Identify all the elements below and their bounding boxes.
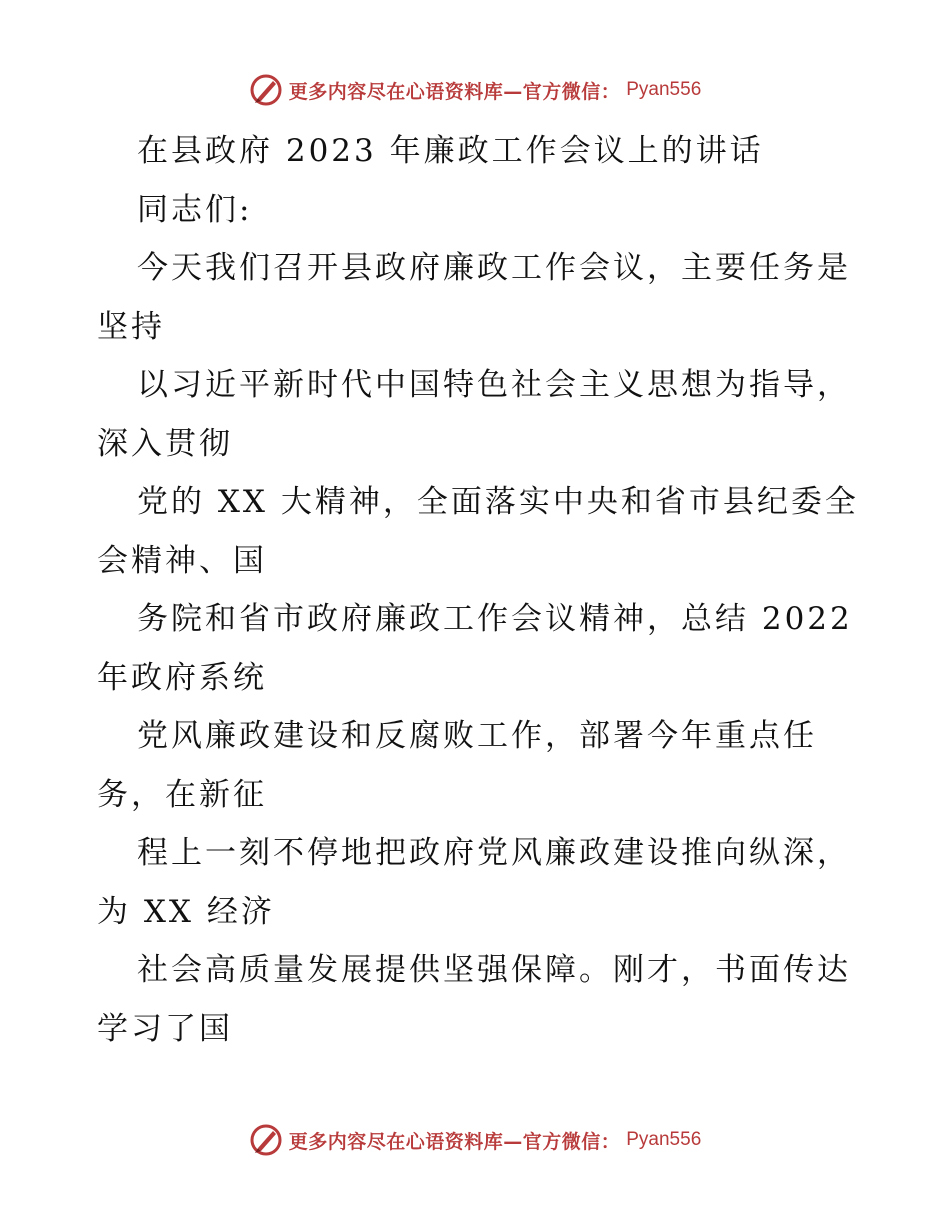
watermark-id: Pyan556: [626, 79, 702, 100]
paragraph-line: 务，在新征: [97, 776, 267, 813]
paragraph-line: 程上一刻不停地把政府党风廉政建设推向纵深，: [137, 835, 851, 871]
paragraph-line: 年政府系统: [97, 659, 267, 696]
paragraph-line: 同志们:: [137, 191, 253, 228]
document-title: 在县政府 2023 年廉政工作会议上的讲话: [137, 133, 764, 169]
paragraph-line: 为 XX 经济: [97, 893, 275, 930]
footer-watermark: [0, 1120, 950, 1160]
paragraph-line: 会精神、国: [97, 542, 267, 579]
paragraph-line: 党风廉政建设和反腐败工作，部署今年重点任: [137, 718, 817, 754]
paragraph-line: 坚持: [97, 308, 165, 345]
watermark-text: 更多内容尽在心语资料库—官方微信：: [288, 80, 621, 103]
paragraph-line: 社会高质量发展提供坚强保障。刚才，书面传达: [137, 952, 851, 988]
watermark-text: 更多内容尽在心语资料库—官方微信：: [288, 1130, 621, 1153]
document-body: [97, 122, 857, 1058]
paragraph-line: 深入贯彻: [97, 425, 233, 462]
watermark-id: Pyan556: [626, 1129, 702, 1150]
paragraph-line: 学习了国: [97, 1010, 233, 1047]
header-watermark: [0, 70, 950, 110]
paragraph-line: 党的 XX 大精神，全面落实中央和省市县纪委全: [137, 484, 859, 520]
paragraph-line: 今天我们召开县政府廉政工作会议，主要任务是: [137, 250, 851, 286]
paragraph-line: 务院和省市政府廉政工作会议精神，总结 2022: [137, 601, 853, 637]
pen-logo-icon: [249, 73, 283, 107]
paragraph-line: 以习近平新时代中国特色社会主义思想为指导，: [137, 367, 851, 403]
pen-logo-icon: [249, 1123, 283, 1157]
